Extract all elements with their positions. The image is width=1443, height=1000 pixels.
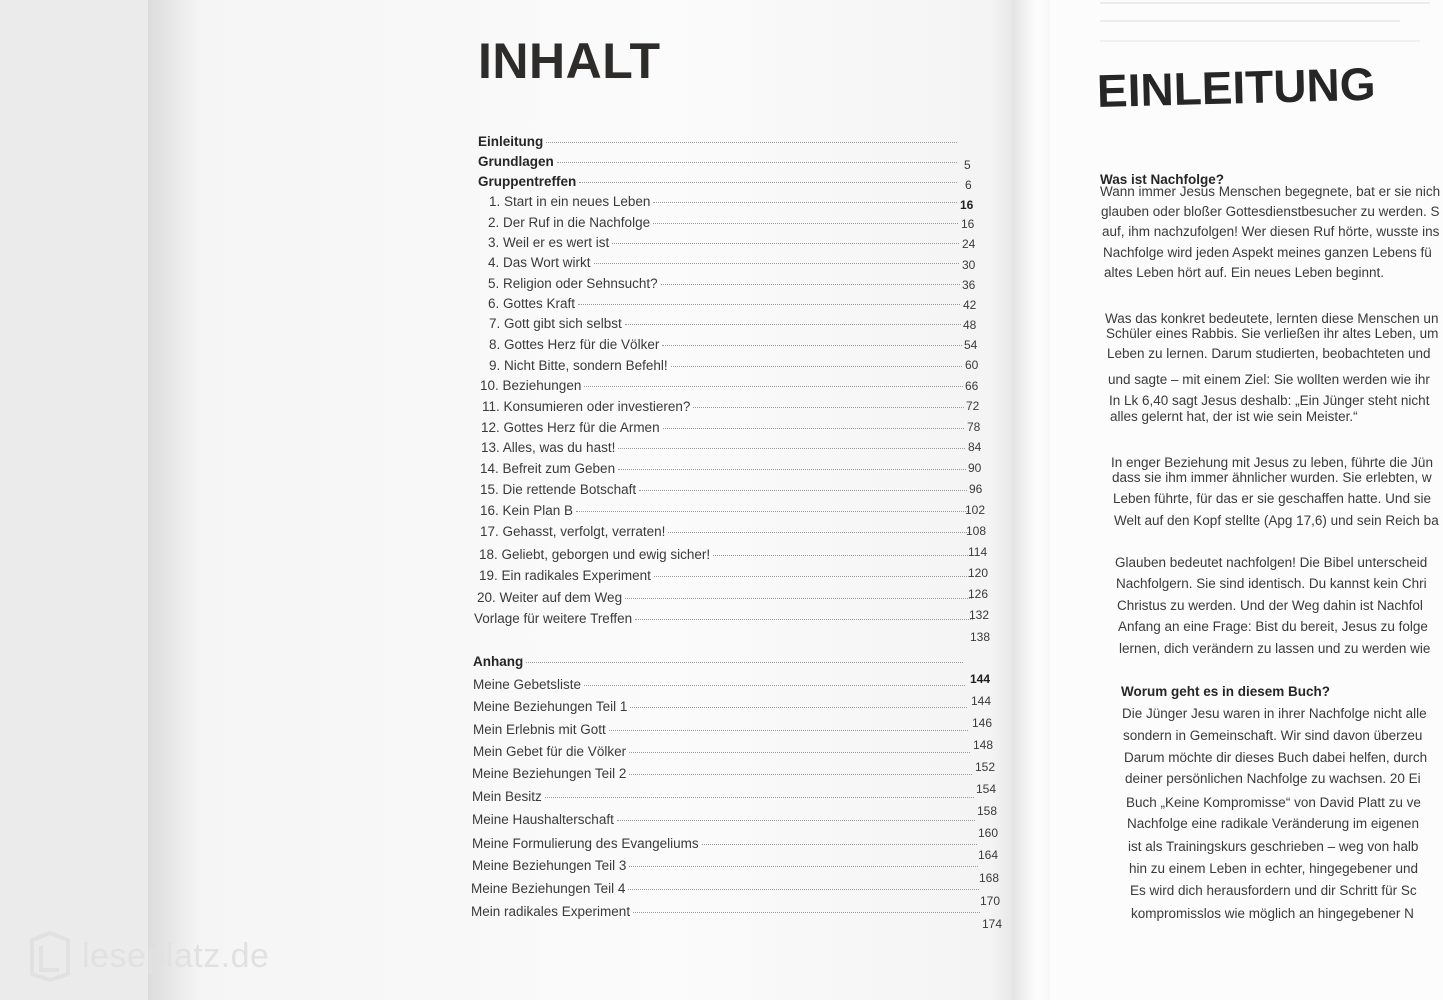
toc-entry (480, 378, 966, 393)
intro-paragraph-line: Leben führte, für das er sie geschaffen hatte. Und sie (1113, 491, 1431, 506)
toc-page-number: 120 (968, 566, 989, 580)
dot-leader (671, 365, 962, 367)
intro-heading: Worum geht es in diesem Buch? (1121, 684, 1331, 699)
intro-paragraph-line: hin zu einem Leben in echter, hingegebener und (1129, 861, 1418, 876)
toc-page-number: 152 (975, 760, 996, 774)
dot-leader (625, 597, 972, 599)
toc-entry-label: 19. Ein radikales Experiment (479, 568, 651, 583)
toc-entry-label: Mein Erlebnis mit Gott (473, 722, 606, 737)
dot-leader (668, 531, 969, 533)
toc-entry-label: 5. Religion oder Sehnsucht? (488, 276, 658, 291)
dot-leader (617, 819, 975, 821)
toc-page-number: 102 (965, 503, 986, 517)
toc-page-number: 16 (961, 217, 975, 231)
toc-page-number: 158 (977, 804, 998, 818)
toc-entry-label: Vorlage für weitere Treffen (474, 611, 633, 626)
dot-leader (633, 911, 980, 913)
intro-paragraph-line: Welt auf den Kopf stellte (Apg 17,6) und sein Reich ba (1114, 513, 1439, 528)
watermark-text: leseplatz.de (82, 936, 270, 975)
toc-entry-label: Mein Besitz (472, 789, 542, 804)
intro-paragraph-line: Leben zu lernen. Darum studierten, beobachteten und (1107, 346, 1431, 361)
dot-leader (618, 468, 966, 470)
toc-page-number: 60 (965, 358, 979, 372)
toc-entry (478, 154, 960, 169)
toc-page-number: 78 (967, 420, 981, 434)
toc-entry (473, 722, 971, 737)
toc-entry (478, 174, 960, 189)
toc-page-number: 144 (971, 694, 992, 708)
toc-entry (479, 547, 973, 562)
intro-paragraph-line: In enger Beziehung mit Jesus zu leben, führte die Jün (1111, 455, 1433, 470)
toc-page-number: 126 (968, 587, 989, 601)
toc-entry (477, 590, 975, 605)
dot-leader (576, 510, 968, 512)
toc-page-number: 148 (973, 738, 994, 752)
intro-title: EINLEITUNG (1096, 57, 1377, 117)
toc-page-number: 108 (966, 524, 987, 538)
toc-page-number: 54 (964, 338, 978, 352)
intro-paragraph-line: In Lk 6,40 sagt Jesus deshalb: „Ein Jünger steht nicht (1109, 393, 1430, 408)
dot-leader (639, 489, 967, 491)
dot-leader (629, 773, 972, 775)
toc-entry (473, 677, 968, 692)
toc-page-number: 42 (963, 298, 977, 312)
intro-paragraph-line: Buch „Keine Kompromisse“ von David Platt zu ve (1126, 795, 1421, 810)
dot-leader (618, 447, 965, 449)
toc-entry-label: Meine Beziehungen Teil 1 (473, 699, 628, 714)
toc-entry-label: 13. Alles, was du hast! (481, 440, 616, 455)
dot-leader (630, 706, 967, 708)
dot-leader (662, 344, 962, 346)
dot-leader (578, 303, 960, 305)
intro-paragraph-line: glauben oder bloßer Gottesdienstbesucher zu werden. S (1101, 204, 1440, 219)
toc-entry (471, 881, 982, 896)
toc-title: INHALT (478, 33, 661, 89)
toc-entry (488, 235, 962, 250)
dot-leader (653, 201, 957, 203)
toc-entry (473, 744, 973, 759)
toc-entry-label: 14. Befreit zum Geben (480, 461, 616, 476)
toc-entry (488, 255, 962, 270)
dot-leader (702, 843, 977, 845)
toc-entry (472, 789, 977, 804)
toc-entry (488, 276, 963, 291)
toc-entry-label: Meine Haushalterschaft (472, 812, 614, 827)
toc-page-number: 72 (966, 399, 980, 413)
toc-entry-label: 6. Gottes Kraft (488, 296, 576, 311)
dot-leader (546, 141, 957, 143)
toc-entry-label: Meine Beziehungen Teil 2 (472, 766, 627, 781)
toc-entry-label: 2. Der Ruf in die Nachfolge (488, 215, 651, 230)
toc-entry-label: Meine Formulierung des Evangeliums (472, 836, 699, 851)
toc-page-number: 154 (976, 782, 997, 796)
toc-page-number: 96 (969, 482, 983, 496)
dot-leader (635, 618, 973, 620)
toc-entry (479, 568, 974, 583)
dot-leader (579, 181, 957, 183)
toc-page-number: 160 (978, 826, 999, 840)
toc-page-number: 6 (965, 178, 972, 192)
toc-page-number: 30 (962, 258, 976, 272)
book-logo-icon (26, 930, 74, 982)
toc-page-number: 132 (969, 608, 990, 622)
toc-entry (482, 399, 967, 414)
intro-paragraph-line: Es wird dich herausfordern und dir Schritt für Sc (1130, 883, 1417, 898)
intro-paragraph-line: lernen, dich verändern zu lassen und zu werden wie (1119, 641, 1431, 656)
intro-paragraph-line: Nachfolgern. Sie sind identisch. Du kannst kein Chri (1116, 576, 1427, 591)
toc-page-number: 174 (982, 917, 1003, 931)
dot-leader (654, 575, 971, 577)
toc-entry-label: Gruppentreffen (478, 174, 577, 189)
intro-paragraph-line: und sagte – mit einem Ziel: Sie wollten werden wie ihr (1108, 372, 1430, 387)
toc-page-number: 138 (970, 630, 991, 644)
toc-entry-label: 17. Gehasst, verfolgt, verraten! (480, 524, 666, 539)
toc-entry-label: 11. Konsumieren oder investieren? (482, 399, 691, 414)
dot-leader (545, 796, 974, 798)
toc-entry (480, 461, 969, 476)
toc-entry (478, 134, 960, 149)
intro-paragraph-line: Nachfolge eine radikale Veränderung im eigenen (1127, 816, 1419, 831)
toc-entry-label: 8. Gottes Herz für die Völker (489, 337, 660, 352)
intro-paragraph-line: Nachfolge wird jeden Aspekt meines ganzen Lebens fü (1103, 245, 1432, 260)
toc-page-number: 5 (964, 158, 971, 172)
intro-paragraph-line: Christus zu werden. Und der Weg dahin ist Nachfol (1117, 598, 1423, 613)
toc-entry (488, 296, 963, 311)
toc-entry (472, 812, 978, 827)
toc-entry-label: 18. Geliebt, geborgen und ewig sicher! (479, 547, 711, 562)
toc-entry-label: Anhang (473, 654, 524, 669)
intro-paragraph-line: Die Jünger Jesu waren in ihrer Nachfolge nicht alle (1122, 706, 1427, 721)
watermark (26, 930, 269, 982)
dot-leader (661, 283, 960, 285)
toc-entry (489, 194, 960, 209)
intro-paragraph-line: deiner persönlichen Nachfolge zu wachsen. 20 Ei (1125, 771, 1421, 786)
toc-entry (472, 836, 980, 851)
intro-paragraph-line: auf, ihm nachzufolgen! Wer diesen Ruf hörte, wusste ins (1102, 224, 1440, 239)
toc-entry (480, 524, 972, 539)
toc-entry-label: 1. Start in ein neues Leben (489, 194, 651, 209)
toc-page-number: 24 (962, 237, 976, 251)
toc-entry (474, 611, 976, 626)
dot-leader (584, 385, 963, 387)
toc-entry-label: 4. Das Wort wirkt (488, 255, 591, 270)
toc-entry (481, 420, 967, 435)
toc-entry (489, 337, 965, 352)
intro-paragraph-line: alles gelernt hat, der ist wie sein Meister.“ (1110, 409, 1358, 424)
toc-entry (489, 358, 965, 373)
toc-entry (471, 904, 983, 919)
intro-paragraph-line: sondern in Gemeinschaft. Wir sind davon überzeu (1123, 728, 1423, 743)
toc-entry (473, 654, 966, 669)
intro-paragraph-line: altes Leben hört auf. Ein neues Leben beginnt. (1104, 265, 1384, 280)
intro-paragraph-line: Schüler eines Rabbis. Sie verließen ihr altes Leben, um (1106, 326, 1439, 341)
intro-paragraph-line: Glauben bedeutet nachfolgen! Die Bibel unterscheid (1115, 555, 1428, 570)
toc-page-number: 168 (979, 871, 1000, 885)
dot-leader (653, 222, 958, 224)
toc-page-number: 170 (980, 894, 1001, 908)
toc-entry-label: 20. Weiter auf dem Weg (477, 590, 623, 605)
toc-entry (480, 482, 970, 497)
intro-paragraph-line: Was das konkret bedeutete, lernten diese Menschen un (1105, 311, 1439, 326)
toc-page-number: 90 (968, 461, 982, 475)
toc-entry-label: Meine Beziehungen Teil 3 (472, 858, 627, 873)
toc-page-number: 36 (962, 278, 976, 292)
toc-entry (473, 699, 970, 714)
intro-paragraph-line: ist als Trainingskurs geschrieben – weg von halb (1128, 839, 1419, 854)
dot-leader (612, 242, 959, 244)
toc-entry (481, 440, 968, 455)
dot-leader (584, 684, 965, 686)
toc-page-number: 144 (970, 672, 991, 686)
dot-leader (594, 262, 959, 264)
toc-entry (472, 858, 981, 873)
toc-entry-label: 16. Kein Plan B (480, 503, 574, 518)
toc-page-number: 48 (963, 318, 977, 332)
toc-entry-label: 10. Beziehungen (480, 378, 582, 393)
toc-page-number: 66 (965, 379, 979, 393)
dot-leader (693, 406, 964, 408)
toc-page-number: 84 (968, 440, 982, 454)
intro-paragraph-line: kompromisslos wie möglich an hingegebener N (1131, 906, 1414, 921)
toc-entry-label: Meine Beziehungen Teil 4 (471, 881, 626, 896)
toc-entry (472, 766, 975, 781)
toc-entry-label: Mein Gebet für die Völker (473, 744, 627, 759)
toc-entry-label: 7. Gott gibt sich selbst (489, 316, 622, 331)
intro-heading: Was ist Nachfolge? (1100, 172, 1225, 187)
dot-leader (629, 751, 970, 753)
toc-entry-label: Meine Gebetsliste (473, 677, 582, 692)
dot-leader (625, 323, 961, 325)
dot-leader (628, 888, 979, 890)
intro-paragraph-line: dass sie ihm immer ähnlicher wurden. Sie erlebten, w (1112, 470, 1432, 485)
toc-entry-label: Einleitung (478, 134, 544, 149)
toc-entry-label: Mein radikales Experiment (471, 904, 631, 919)
dot-leader (609, 729, 968, 731)
dot-leader (713, 554, 970, 556)
toc-page-number: 164 (978, 848, 999, 862)
toc-page-number: 146 (972, 716, 993, 730)
toc-entry-label: Grundlagen (478, 154, 554, 169)
intro-paragraph-line: Darum möchte dir dieses Buch dabei helfen, durch (1124, 750, 1428, 765)
dot-leader (526, 661, 963, 663)
toc-page-number: 16 (960, 198, 974, 212)
dot-leader (629, 865, 978, 867)
toc-entry-label: 12. Gottes Herz für die Armen (481, 420, 660, 435)
toc-entry (489, 316, 964, 331)
toc-entry (480, 503, 971, 518)
toc-page-number: 114 (968, 545, 988, 559)
dot-leader (557, 161, 957, 163)
intro-paragraph-line: Anfang an eine Frage: Bist du bereit, Jesus zu folge (1118, 619, 1428, 634)
toc-entry (488, 215, 961, 230)
toc-entry-label: 15. Die rettende Botschaft (480, 482, 637, 497)
dot-leader (663, 427, 964, 429)
intro-paragraph-line: Wann immer Jesus Menschen begegnete, bat er sie nich (1100, 184, 1441, 199)
toc-entry-label: 3. Weil er es wert ist (488, 235, 610, 250)
toc-entry-label: 9. Nicht Bitte, sondern Befehl! (489, 358, 668, 373)
